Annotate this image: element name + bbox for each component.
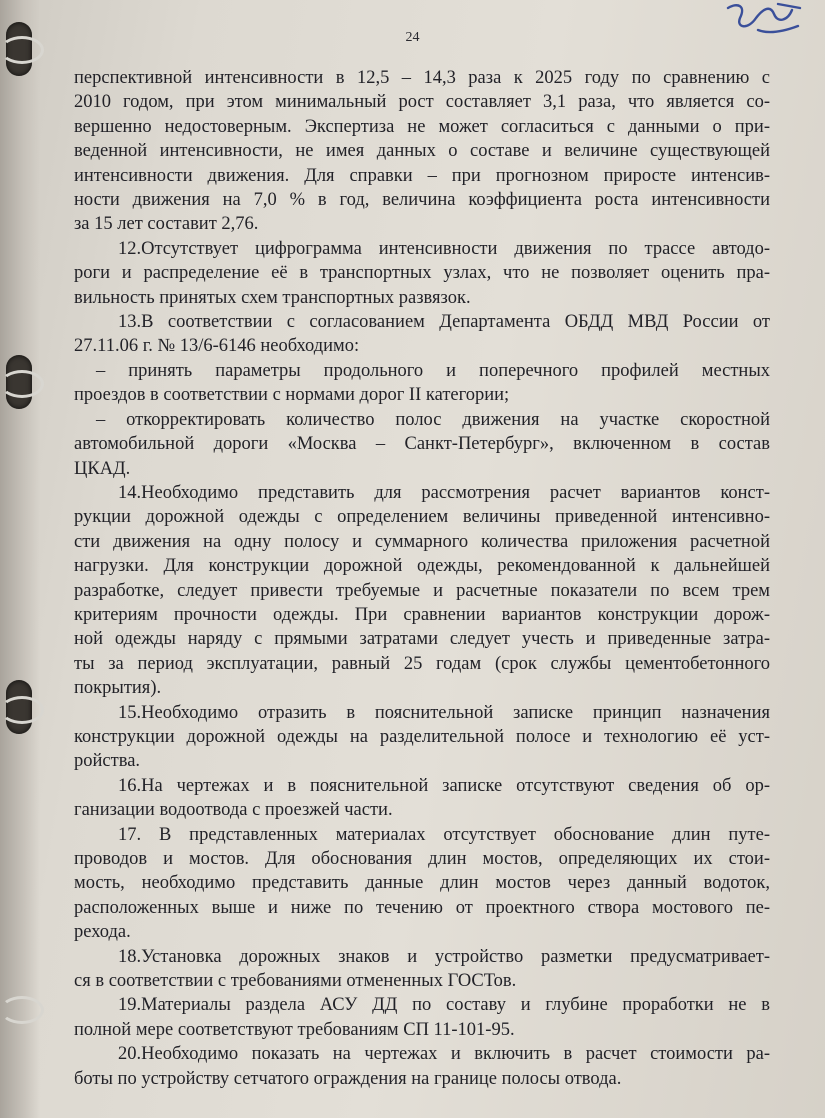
text-line: ной одежды наряду с прямыми затратами следует учесть и приведенные затра-: [74, 629, 770, 650]
text-line: 2010 годом, при этом минимальный рост составляет 3,1 раза, что является со-: [74, 92, 770, 113]
page-number: 24: [405, 30, 420, 45]
binding-ring: [0, 996, 44, 1024]
text-line: ганизации водоотвода с проезжей части.: [74, 800, 393, 821]
text-line: боты по устройству сетчатого ограждения на границе полосы отвода.: [74, 1068, 622, 1089]
text-line: вильность принятых схем транспортных развязок.: [74, 287, 471, 308]
text-line: ты за период эксплуатации, равный 25 годам (срок службы цементобетонного: [74, 653, 770, 674]
text-line: ности движения на 7,0 % в год, величина коэффициента роста интенсивности: [74, 190, 770, 211]
text-line: 12.Отсутствует цифрограмма интенсивности движения по трассе автодо-: [118, 238, 770, 259]
binding-shadow: [0, 0, 40, 1118]
text-line: 14.Необходимо представить для рассмотрения расчет вариантов конст-: [118, 482, 770, 503]
text-line: ся в соответствии с требованиями отмененных ГОСТов.: [74, 971, 517, 992]
text-line: вершенно недостоверным. Экспертиза не может согласиться с данными о при-: [74, 116, 770, 137]
text-line: покрытия).: [74, 678, 162, 699]
text-line: интенсивности движения. Для справки – при прогнозном приросте интенсив-: [74, 165, 770, 186]
document-body: [74, 66, 770, 1091]
binding-ring: [0, 370, 44, 398]
text-line: сти движения на одну полосу и суммарного количества приложения расчетной: [74, 531, 770, 552]
text-line: мость, необходимо представить данные длин мостов через данный водоток,: [74, 873, 770, 894]
text-line: 15.Необходимо отразить в пояснительной записке принцип назначения: [118, 702, 770, 723]
text-line: – откорректировать количество полос движения на участке скоростной: [96, 409, 770, 430]
text-line: 20.Необходимо показать на чертежах и включить в расчет стоимости ра-: [118, 1044, 770, 1065]
text-line: 18.Установка дорожных знаков и устройство разметки предусматривает-: [118, 946, 770, 967]
text-line: нагрузки. Для конструкции дорожной одежды, рекомендованной к дальнейшей: [74, 556, 770, 577]
text-line: рехода.: [74, 922, 131, 943]
text-line: ройства.: [74, 751, 141, 772]
text-line: 16.На чертежах и в пояснительной записке отсутствуют сведения об ор-: [118, 775, 770, 796]
text-line: за 15 лет составит 2,76.: [74, 214, 259, 235]
binding-ring: [0, 696, 44, 724]
text-line: 19.Материалы раздела АСУ ДД по составу и глубине проработки не в: [118, 995, 770, 1016]
text-line: конструкции дорожной одежды на разделительной полосе и технологию её уст-: [74, 726, 770, 747]
text-line: 13.В соответствии с согласованием Департамента ОБДД МВД России от: [118, 312, 770, 333]
text-line: роги и распределение её в транспортных узлах, что не позволяет оценить пра-: [74, 263, 770, 284]
text-line: расположенных выше и ниже по течению от проектного створа мостового пе-: [74, 897, 770, 918]
text-line: критериям прочности одежды. При сравнении вариантов конструкции дорож-: [74, 604, 770, 625]
text-line: 17. В представленных материалах отсутствует обоснование длин путе-: [118, 824, 770, 845]
text-line: рукции дорожной одежды с определением величины приведенной интенсивно-: [74, 507, 770, 528]
text-line: полной мере соответствуют требованиям СП 11-101-95.: [74, 1019, 515, 1040]
text-line: проводов и мостов. Для обоснования длин мостов, определяющих их стои-: [74, 849, 770, 869]
text-line: 27.11.06 г. № 13/6-6146 необходимо:: [74, 336, 360, 357]
text-line: веденной интенсивности, не имея данных о составе и величине существующей: [74, 141, 770, 162]
text-line: разработке, следует привести требуемые и расчетные показатели по всем трем: [74, 580, 770, 601]
text-line: ЦКАД.: [74, 458, 131, 479]
text-line: автомобильной дороги «Москва – Санкт-Петербург», включенном в состав: [74, 434, 770, 455]
text-line: – принять параметры продольного и поперечного профилей местных: [96, 360, 770, 381]
text-line: проездов в соответствии с нормами дорог II категории;: [74, 385, 510, 406]
text-line: перспективной интенсивности в 12,5 – 14,3 раза к 2025 году по сравнению с: [74, 68, 770, 88]
